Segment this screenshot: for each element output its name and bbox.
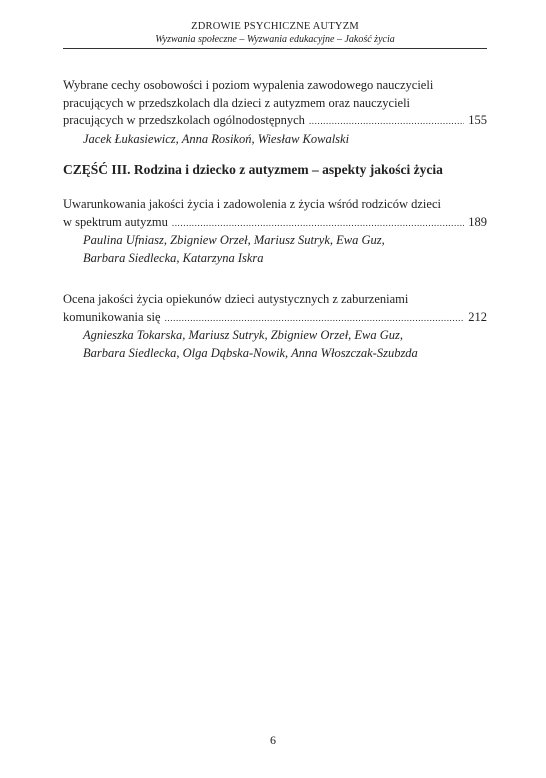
running-header-title: ZDROWIE PSYCHICZNE AUTYZM bbox=[191, 21, 359, 32]
toc-entry-title-line: Wybrane cechy osobowości i poziom wypalenia zawodowego nauczycieli bbox=[63, 78, 434, 92]
toc-entry-leader-line bbox=[63, 214, 487, 233]
toc-entry-title-line: pracujących w przedszkolach ogólnodostępnych bbox=[63, 113, 305, 127]
toc-entry[interactable] bbox=[63, 196, 487, 267]
toc-entry-authors bbox=[63, 232, 487, 267]
authors-line: Barbara Siedlecka, Katarzyna Iskra bbox=[83, 250, 264, 265]
running-header-subtitle: Wyzwania społeczne – Wyzwania edukacyjne – Jakość życia bbox=[155, 34, 395, 45]
authors-line: Paulina Ufniasz, Zbigniew Orzeł, Mariusz Sutryk, Ewa Guz, bbox=[83, 233, 385, 247]
authors-line: Jacek Łukasiewicz, Anna Rosikoń, Wiesław Kowalski bbox=[83, 131, 350, 146]
toc-entry-title-line: Uwarunkowania jakości życia i zadowolenia z życia wśród rodziców dzieci bbox=[63, 197, 441, 211]
toc-entry[interactable] bbox=[63, 77, 487, 148]
toc-entry-page-number[interactable]: 212 bbox=[468, 309, 487, 324]
authors-line: Barbara Siedlecka, Olga Dąbska-Nowik, Anna Włoszczak-Szubzda bbox=[83, 345, 418, 360]
toc-entry-page-number[interactable]: 155 bbox=[468, 113, 487, 127]
dot-leader bbox=[309, 113, 464, 131]
toc-entry-title-line: w spektrum autyzmu bbox=[63, 214, 168, 229]
spacer bbox=[63, 267, 487, 291]
toc-entry-leader-line bbox=[63, 309, 487, 328]
toc-entry-title-line: Ocena jakości życia opiekunów dzieci autystycznych z zaburzeniami bbox=[63, 292, 409, 306]
authors-line: Agnieszka Tokarska, Mariusz Sutryk, Zbigniew Orzeł, Ewa Guz, bbox=[83, 328, 404, 342]
toc-entry-page-number[interactable]: 189 bbox=[468, 214, 487, 229]
toc-entry[interactable] bbox=[63, 291, 487, 362]
toc-entry-title-line: komunikowania się bbox=[63, 309, 161, 324]
dot-leader bbox=[165, 310, 465, 328]
page-number: 6 bbox=[270, 733, 276, 747]
toc-entry-leader-line bbox=[63, 112, 487, 131]
table-of-contents bbox=[63, 77, 487, 362]
toc-entry-title-line: pracujących w przedszkolach dla dzieci z autyzmem oraz nauczycieli bbox=[63, 95, 411, 110]
part-heading[interactable]: CZĘŚĆ III. Rodzina i dziecko z autyzmem – aspekty jakości życia bbox=[63, 162, 443, 177]
dot-leader bbox=[172, 215, 464, 233]
toc-entry-authors bbox=[63, 327, 487, 362]
toc-entry-authors bbox=[63, 131, 487, 149]
running-header bbox=[63, 20, 487, 49]
